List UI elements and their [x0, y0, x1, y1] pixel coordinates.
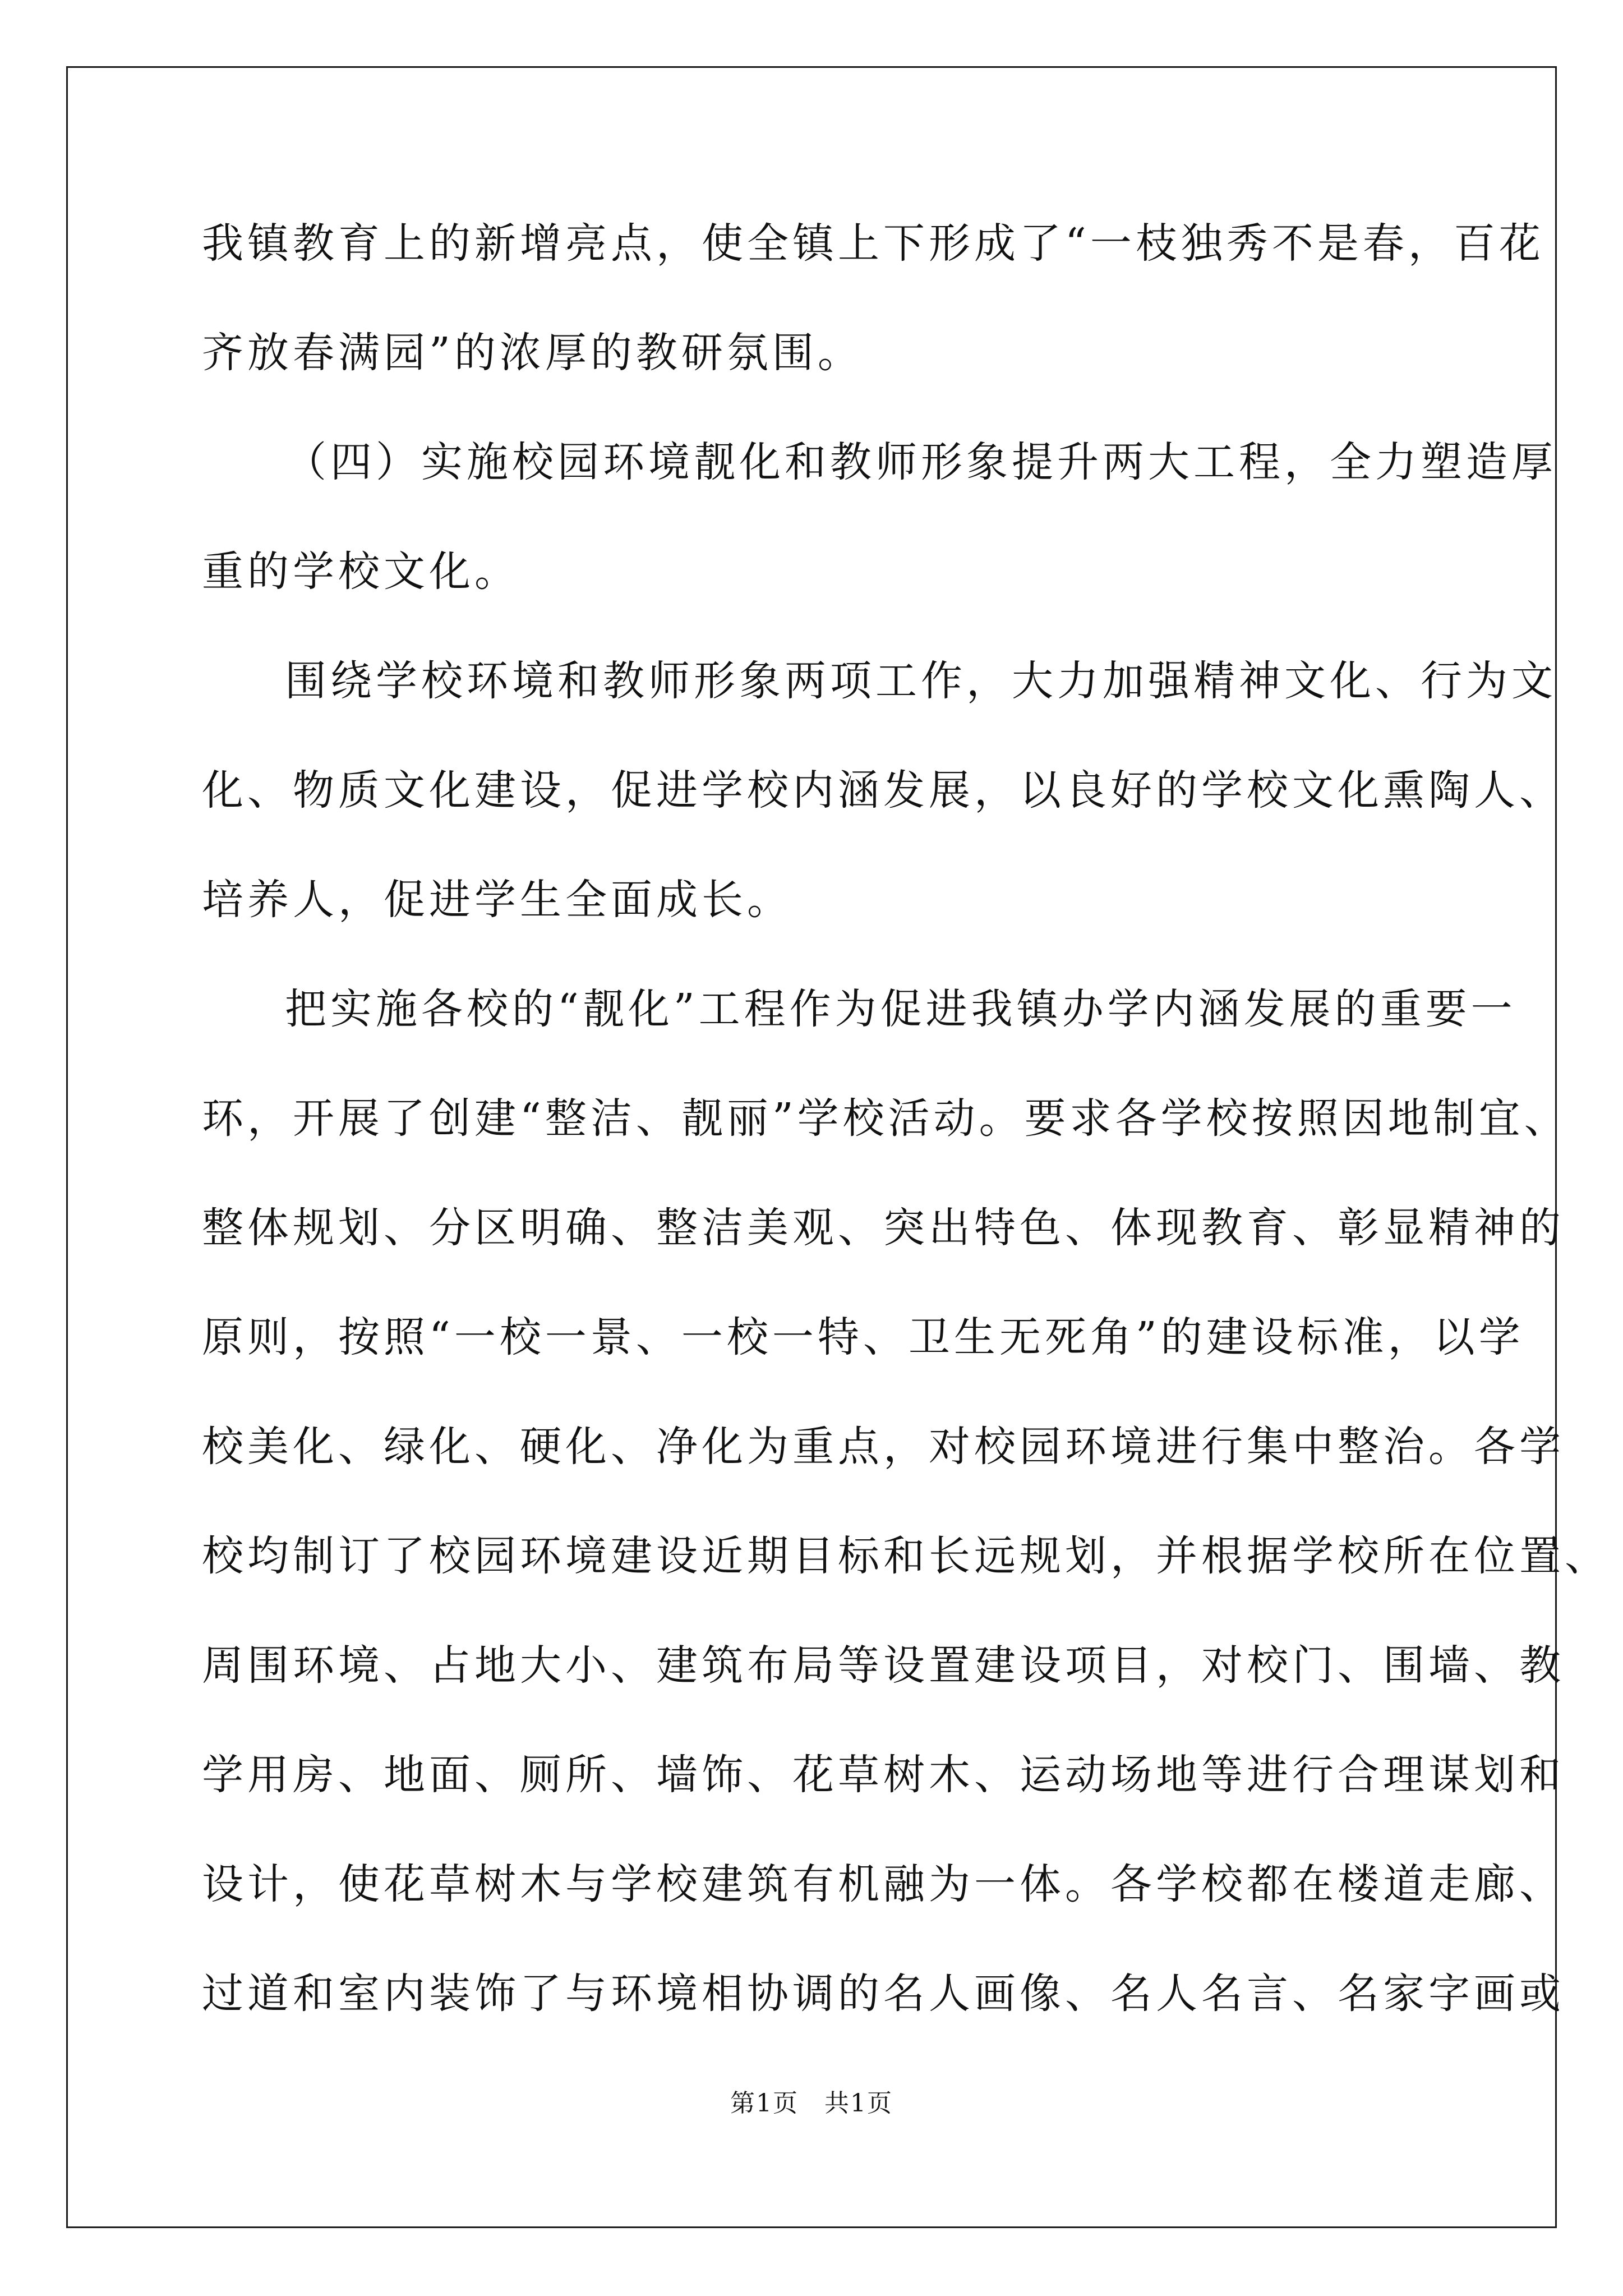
document-body [202, 216, 1610, 2076]
paragraph-line: 围绕学校环境和教师形象两项工作，大力加强精神文化、行为文 [285, 657, 1557, 705]
paragraph-line: 培养人，促进学生全面成长。 [202, 876, 792, 924]
paragraph-line: 整体规划、分区明确、整洁美观、突出特色、体现教育、彰显精神的 [202, 1204, 1565, 1252]
paragraph-line: 设计，使花草树木与学校建筑有机融为一体。各学校都在楼道走廊、 [202, 1860, 1565, 1908]
paragraph-line: 周围环境、占地大小、建筑布局等设置建设项目，对校门、围墙、教 [202, 1641, 1565, 1690]
paragraph-line: 原则，按照“一校一景、一校一特、卫生无死角”的建设标准，以学 [202, 1313, 1524, 1361]
paragraph-line: 我镇教育上的新增亮点，使全镇上下形成了“一枝独秀不是春，百花 [202, 219, 1544, 268]
page-footer: 第1页 共1页 [730, 2089, 893, 2118]
paragraph-line: 校均制订了校园环境建设近期目标和长远规划，并根据学校所在位置、 [202, 1532, 1610, 1580]
paragraph-line: 化、物质文化建设，促进学校内涵发展，以良好的学校文化熏陶人、 [202, 766, 1565, 815]
section-heading-line: 重的学校文化。 [202, 547, 520, 596]
section-heading-line: （四）实施校园环境靓化和教师形象提升两大工程，全力塑造厚 [285, 438, 1557, 486]
paragraph-line: 学用房、地面、厕所、墙饰、花草树木、运动场地等进行合理谋划和 [202, 1751, 1565, 1799]
paragraph-line: 把实施各校的“靓化”工程作为促进我镇办学内涵发展的重要一 [285, 985, 1516, 1033]
paragraph-line: 齐放春满园”的浓厚的教研氛围。 [202, 329, 863, 377]
paragraph-line: 过道和室内装饰了与环境相协调的名人画像、名人名言、名家字画或 [202, 1970, 1565, 2018]
paragraph-line: 环，开展了创建“整洁、靓丽”学校活动。要求各学校按照因地制宜、 [202, 1094, 1570, 1143]
paragraph-line: 校美化、绿化、硬化、净化为重点，对校园环境进行集中整治。各学 [202, 1423, 1565, 1471]
